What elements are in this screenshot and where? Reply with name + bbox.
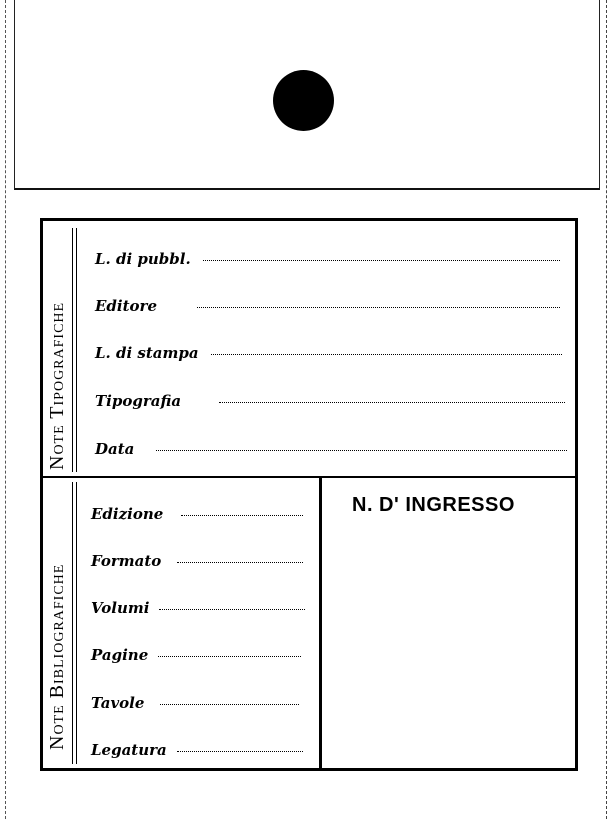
field-tipografia (95, 392, 565, 410)
bibliographic-notes-heading: Note Bibliografiche (46, 563, 68, 750)
field-dotted-line (158, 656, 301, 657)
field-dotted-line (160, 704, 299, 705)
side-rule-bibliographic-1 (72, 482, 73, 764)
field-label: Editore (95, 297, 157, 315)
field-luogo-stampa (95, 344, 562, 362)
field-label: L. di stampa (95, 344, 199, 362)
field-dotted-line (177, 751, 303, 752)
field-label: Formato (91, 552, 162, 570)
field-label: Pagine (91, 646, 149, 664)
field-edizione (91, 505, 303, 523)
field-dotted-line (159, 609, 305, 610)
left-margin-line (5, 0, 6, 819)
field-label: Volumi (91, 599, 150, 617)
entry-number-heading: N. D' INGRESSO (352, 494, 515, 516)
right-margin-line (606, 0, 607, 819)
field-editore (95, 297, 560, 315)
field-label: Legatura (91, 741, 167, 759)
field-legatura (91, 741, 303, 759)
field-pagine (91, 646, 301, 664)
field-dotted-line (181, 515, 303, 516)
field-dotted-line (203, 260, 560, 261)
field-dotted-line (211, 354, 562, 355)
section-divider-vertical (319, 478, 322, 768)
field-data (95, 440, 567, 458)
field-label: Edizione (91, 505, 164, 523)
field-formato (91, 552, 303, 570)
field-volumi (91, 599, 305, 617)
field-label: Data (95, 440, 135, 458)
field-dotted-line (177, 562, 303, 563)
side-rule-typographic-2 (76, 228, 77, 472)
side-rule-bibliographic-2 (76, 482, 77, 764)
punch-hole-icon (273, 70, 334, 131)
field-luogo-pubblicazione (95, 250, 560, 268)
field-label: Tavole (91, 694, 145, 712)
field-dotted-line (219, 402, 565, 403)
field-label: L. di pubbl. (95, 250, 191, 268)
side-rule-typographic-1 (72, 228, 73, 472)
field-tavole (91, 694, 299, 712)
field-dotted-line (197, 307, 560, 308)
section-divider-horizontal (40, 476, 578, 478)
typographic-notes-heading: Note Tipografiche (46, 301, 68, 470)
field-dotted-line (156, 450, 567, 451)
field-label: Tipografia (95, 392, 182, 410)
